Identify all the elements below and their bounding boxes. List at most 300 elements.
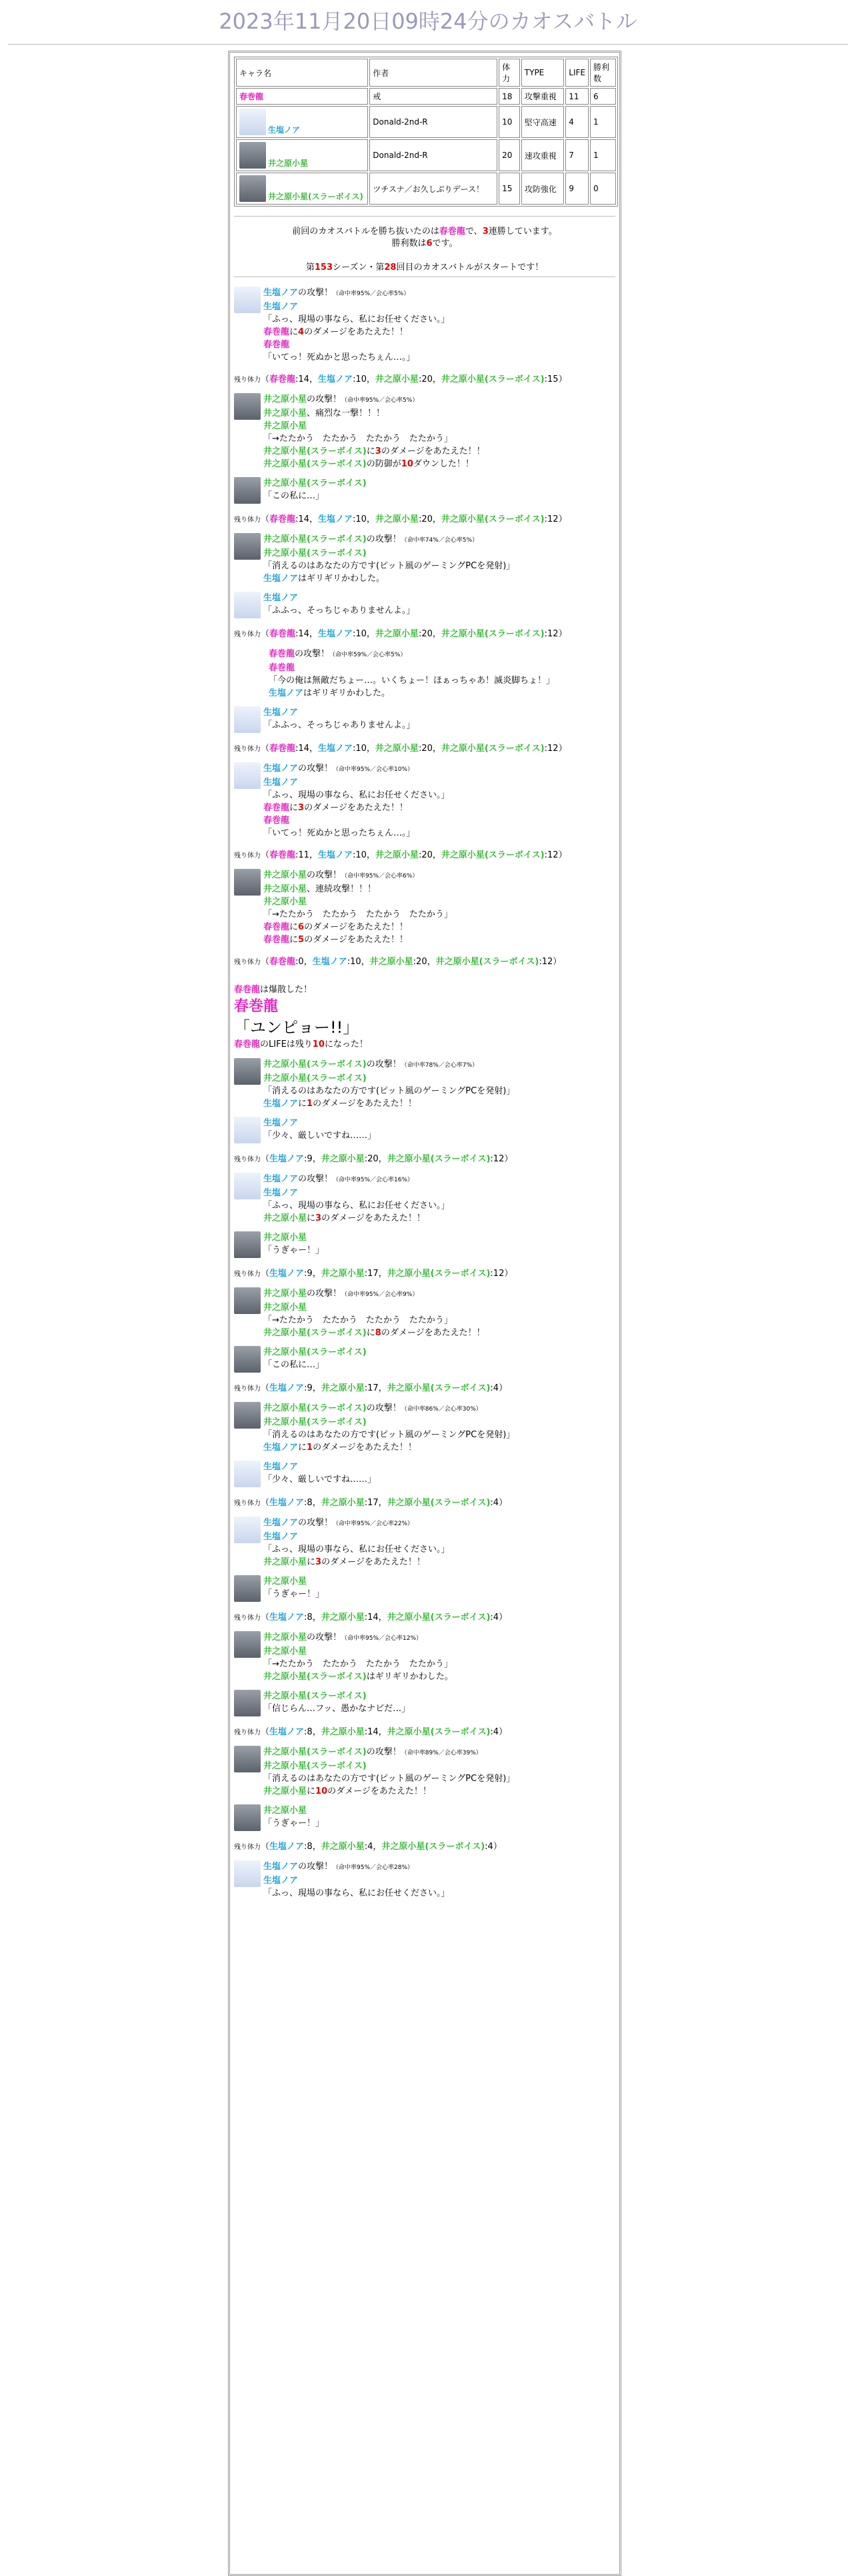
attacker-name: 井之原小星 [263, 394, 307, 404]
character-avatar-image [234, 477, 261, 504]
paren: （ [261, 957, 270, 967]
damage-text: に [366, 1328, 375, 1338]
damage-value: 10 [315, 1786, 328, 1796]
comma: ， [312, 1498, 321, 1508]
speaker-name: 生塩ノア [263, 1188, 299, 1198]
speaker-name: 生塩ノア [263, 778, 299, 788]
roster-row [236, 88, 616, 105]
paren: ） [499, 1383, 508, 1393]
speaker-name-line [263, 1575, 615, 1588]
damage-line [263, 1441, 615, 1454]
paren: ） [558, 744, 567, 754]
odds-text: （命中率89%／会心率39%） [401, 1750, 482, 1756]
remaining-hp-label: 残り体力 [234, 746, 261, 753]
hp-character-name: 井之原小星(スラーボイス) [387, 1154, 491, 1164]
hp-character-name: 井之原小星 [321, 1269, 365, 1279]
quote-text: 「信じらん…フッ、愚かなナビだ…」 [263, 1704, 411, 1714]
remaining-hp-line [234, 1840, 615, 1854]
quote-line [263, 1473, 615, 1486]
comma: ， [312, 1154, 321, 1164]
character-avatar-image [234, 706, 261, 733]
intro-text [234, 226, 615, 274]
speaker-name-line [263, 1117, 615, 1129]
hp-character-name: 井之原小星 [321, 1842, 365, 1852]
action-body [263, 1860, 615, 1900]
damage-value: 3 [315, 1557, 322, 1567]
speaker-name: 生塩ノア [263, 1876, 299, 1886]
roster-hp-cell: 18 [499, 88, 520, 105]
attacker-name: 井之原小星(スラーボイス) [263, 1403, 367, 1413]
hp-value: :20 [418, 850, 433, 860]
battle-frame [228, 51, 621, 2576]
roster-author-cell: Donald-2nd-R [369, 139, 497, 171]
intro-text-part: 回目のカオスバトルがスタートです！ [396, 263, 544, 273]
damage-text: のダメージをあたえた！！ [381, 1328, 485, 1338]
intro-text-part: 勝利数は [391, 239, 427, 249]
action-body [263, 1231, 615, 1258]
target-name: 春巻龍 [263, 803, 290, 813]
paren: ） [499, 1727, 508, 1737]
quote-text: 「→たたかう たたかう たたかう たたかう」 [263, 1659, 453, 1669]
battle-log [234, 287, 615, 1900]
battle-action [234, 1517, 615, 1569]
target-name: 井之原小星(スラーボイス) [263, 459, 367, 469]
hp-value: :4 [490, 1498, 499, 1508]
intro-text-part: 連勝しています。 [488, 227, 557, 237]
battle-action [234, 1575, 615, 1602]
quote-text: 「→たたかう たたかう たたかう たたかう」 [263, 434, 453, 444]
paren: ） [499, 1498, 508, 1508]
hp-character-name: 春巻龍 [269, 744, 296, 754]
hp-value: :9 [304, 1269, 313, 1279]
speaker-name: 生塩ノア [263, 708, 299, 718]
special-text: 、連続攻撃！！！ [307, 884, 377, 894]
hp-value: :4 [485, 1842, 493, 1852]
hp-value: :4 [490, 1612, 499, 1622]
roster-life-cell: 11 [565, 88, 589, 105]
hp-character-name: 生塩ノア [317, 514, 353, 524]
debuff-text: の防御が [366, 459, 401, 469]
odds-text: （命中率95%／会心率6%） [341, 873, 419, 880]
speaker-name-line [263, 1072, 615, 1085]
hp-character-name: 生塩ノア [312, 957, 347, 967]
hp-character-name: 井之原小星 [321, 1383, 365, 1393]
knockout-text: は爆散した！ [260, 985, 313, 995]
attack-line [263, 1058, 615, 1072]
roster-life-cell: 4 [565, 106, 589, 138]
character-avatar-image [234, 287, 261, 313]
comma: ， [432, 374, 441, 384]
action-body [263, 393, 615, 470]
hp-value: :14 [364, 1727, 379, 1737]
damage-value: 3 [298, 803, 305, 813]
comma: ， [378, 1727, 387, 1737]
hp-character-name: 生塩ノア [269, 1727, 305, 1737]
comma: ， [309, 744, 318, 754]
roster-type-cell: 速攻重視 [521, 139, 564, 171]
character-name[interactable]: 井之原小星(スラーボイス) [268, 192, 363, 201]
quote-line [263, 1085, 615, 1097]
speaker-name-line [263, 1346, 615, 1359]
attacker-name: 井之原小星 [263, 1632, 307, 1642]
damage-line [263, 1785, 615, 1798]
quote-text: 「→たたかう たたかう たたかう たたかう」 [263, 910, 453, 920]
odds-text: （命中率95%／会心率10%） [333, 766, 414, 773]
target-name: 生塩ノア [269, 688, 304, 698]
character-avatar-image [239, 142, 266, 169]
hp-value: :8 [304, 1727, 313, 1737]
action-body [263, 1287, 615, 1339]
knockout-line [234, 983, 615, 997]
comma: ， [366, 850, 375, 860]
intro-line-season [234, 262, 615, 274]
target-name: 春巻龍 [263, 922, 290, 932]
quote-text: 「少々、厳しいですね……」 [263, 1131, 377, 1141]
quote-text: 「消えるのはあなたの方です(ピット風のゲーミングPCを発射)」 [263, 1430, 515, 1440]
roster-wins-cell: 1 [590, 106, 616, 138]
attacker-name: 生塩ノア [263, 1518, 299, 1528]
attack-text: の攻撃！ [307, 394, 342, 404]
attack-text: の攻撃！ [366, 1059, 401, 1069]
damage-line [263, 921, 615, 934]
roster-wins-cell: 6 [590, 88, 616, 105]
damage-value: 3 [375, 446, 381, 456]
attack-line [263, 287, 615, 301]
intro-text-part: 前回のカオスバトルを勝ち抜いたのは [292, 227, 439, 237]
hp-character-name: 井之原小星 [369, 957, 413, 967]
paren: （ [261, 1154, 270, 1164]
attacker-name: 春巻龍 [269, 649, 295, 659]
battle-action [234, 1860, 615, 1900]
paren: （ [261, 1612, 270, 1622]
hp-character-name: 生塩ノア [269, 1612, 305, 1622]
hp-character-name: 井之原小星(スラーボイス) [441, 850, 545, 860]
quote-text: 「うぎゃー！」 [263, 1589, 325, 1599]
damage-value: 3 [315, 1213, 322, 1223]
attack-line [263, 1402, 615, 1416]
character-avatar-image [234, 1402, 261, 1429]
damage-text: に [307, 1557, 316, 1567]
comma: ， [366, 629, 375, 639]
battle-action [234, 1746, 615, 1798]
damage-text: のダメージをあたえた！！ [313, 1443, 417, 1453]
character-avatar-image [234, 1117, 261, 1143]
attacker-name: 生塩ノア [263, 764, 299, 774]
attack-line [263, 1746, 615, 1760]
damage-text: のダメージをあたえた！！ [304, 935, 408, 945]
quote-text: 「→たたかう たたかう たたかう たたかう」 [263, 1315, 453, 1325]
attacker-name: 井之原小星 [263, 1289, 307, 1299]
hp-value: :12 [539, 957, 553, 967]
action-body [263, 287, 615, 364]
hp-value: :10 [352, 514, 367, 524]
character-avatar-image [239, 109, 266, 135]
speaker-name: 井之原小星(スラーボイス) [263, 1417, 367, 1427]
character-avatar-image [234, 393, 261, 420]
paren: （ [261, 1498, 270, 1508]
speaker-name: 井之原小星(スラーボイス) [263, 1347, 367, 1357]
damage-text: のダメージをあたえた！！ [321, 1213, 425, 1223]
character-name[interactable]: 井之原小星 [268, 159, 309, 168]
roster-hp-cell: 20 [499, 139, 520, 171]
roster-name-cell [236, 88, 368, 105]
comma: ， [312, 1612, 321, 1622]
hp-value: :20 [418, 744, 433, 754]
hp-character-name: 生塩ノア [317, 850, 353, 860]
quote-line [269, 674, 615, 687]
roster-type-cell: 攻撃重視 [521, 88, 564, 105]
life-value: 10 [312, 1039, 325, 1049]
paren: （ [261, 1842, 270, 1852]
odds-text: （命中率95%／会心率12%） [341, 1635, 423, 1642]
quote-line [263, 351, 615, 364]
attacker-name: 生塩ノア [263, 1862, 299, 1872]
quote-text: 「うぎゃー！」 [263, 1245, 325, 1255]
hp-character-name: 生塩ノア [269, 1269, 305, 1279]
hp-character-name: 井之原小星 [321, 1612, 365, 1622]
quote-line [263, 1199, 615, 1212]
action-body [263, 1461, 615, 1487]
battle-action [234, 1804, 615, 1831]
damage-text: のダメージをあたえた！！ [304, 327, 408, 337]
battle-action [234, 1287, 615, 1339]
speaker-name-line [263, 1760, 615, 1772]
comma: ， [309, 850, 318, 860]
speaker-name: 井之原小星 [263, 421, 307, 431]
quote-text: 「いてっ！死ぬかと思ったちぇん…。」 [263, 828, 415, 838]
action-body [263, 1746, 615, 1798]
hp-character-name: 井之原小星(スラーボイス) [441, 374, 545, 384]
quote-line [263, 827, 615, 840]
damage-value: 1 [307, 1443, 313, 1453]
paren: （ [261, 1383, 270, 1393]
comma: ， [303, 957, 313, 967]
speaker-name-line [263, 1645, 615, 1658]
attacker-name: 井之原小星(スラーボイス) [263, 534, 367, 544]
hp-character-name: 生塩ノア [269, 1498, 305, 1508]
paren: ） [499, 1612, 508, 1622]
remaining-hp-label: 残り体力 [234, 1844, 261, 1851]
intro-text-part: です。 [432, 239, 458, 249]
quote-line [263, 1702, 615, 1715]
comma: ， [378, 1154, 387, 1164]
quote-text: 「今の俺は無敵だちょー…。いくちょー！ほぁっちゃあ！滅炎脚ちょ！」 [269, 676, 555, 686]
dodge-text: はギリギリかわした。 [303, 688, 391, 698]
speaker-name-line [269, 662, 615, 674]
damage-value: 5 [298, 935, 305, 945]
speaker-name-line [263, 896, 615, 908]
remaining-hp-line [234, 373, 615, 386]
remaining-hp-line [234, 1726, 615, 1739]
hp-character-name: 井之原小星 [375, 744, 419, 754]
hp-value: :12 [544, 514, 559, 524]
odds-text: （命中率95%／会心率22%） [333, 1521, 414, 1527]
speaker-name-line [263, 1874, 615, 1887]
damage-text: に [307, 1786, 316, 1796]
damage-value: 4 [298, 327, 305, 337]
battle-action [234, 287, 615, 364]
attacker-name: 井之原小星(スラーボイス) [263, 1747, 367, 1757]
character-avatar-image [234, 869, 261, 896]
hp-value: :14 [295, 744, 309, 754]
roster-row [236, 106, 616, 138]
remaining-hp-line [234, 742, 615, 756]
odds-text: （命中率59%／会心率5%） [329, 652, 407, 658]
quote-line [263, 313, 615, 326]
quote-text: 「ふっ、現場の事なら、私にお任せください。」 [263, 790, 450, 800]
quote-line [263, 1588, 615, 1601]
intro-line-champion [234, 226, 615, 238]
quote-text: 「ふっ、現場の事なら、私にお任せください。」 [263, 1888, 450, 1898]
hp-character-name: 井之原小星 [321, 1154, 365, 1164]
remaining-hp-line [234, 513, 615, 526]
comma: ， [309, 629, 318, 639]
speaker-name-line [263, 338, 615, 351]
comma: ， [378, 1269, 387, 1279]
hp-character-name: 井之原小星(スラーボイス) [387, 1383, 491, 1393]
battle-action [234, 1461, 615, 1487]
roster-hp-cell: 10 [499, 106, 520, 138]
hp-value: :4 [490, 1727, 499, 1737]
quote-text: 「ふっ、現場の事なら、私にお任せください。」 [263, 315, 450, 324]
attack-line [263, 1631, 615, 1645]
hp-character-name: 春巻龍 [269, 374, 296, 384]
hp-character-name: 井之原小星(スラーボイス) [441, 744, 545, 754]
odds-text: （命中率95%／会心率9%） [341, 1291, 419, 1298]
comma: ， [366, 374, 375, 384]
header-cell: 体力 [499, 59, 520, 87]
damage-text: に [289, 922, 299, 932]
target-name: 生塩ノア [263, 1443, 299, 1453]
action-body [263, 1575, 615, 1602]
quote-line [263, 432, 615, 445]
paren: （ [261, 374, 270, 384]
dodge-text: はギリギリかわした。 [366, 1672, 453, 1682]
remaining-hp-label: 残り体力 [234, 631, 261, 638]
hp-value: :17 [364, 1269, 379, 1279]
attack-text: の攻撃！ [366, 534, 401, 544]
speaker-name: 井之原小星(スラーボイス) [263, 1761, 367, 1771]
hp-value: :20 [413, 957, 427, 967]
character-avatar-image [234, 1804, 261, 1831]
header-cell: TYPE [521, 59, 564, 87]
hp-value: :10 [352, 850, 367, 860]
roster-name-cell [236, 139, 368, 171]
knockout-cry: 「ユンピョー!!」 [234, 1018, 359, 1037]
character-avatar-image [234, 1860, 261, 1887]
battle-action [234, 762, 615, 840]
speaker-name: 春巻龍 [263, 816, 290, 826]
roster-type-cell: 堅守高速 [521, 106, 564, 138]
dodge-text: はギリギリかわした。 [298, 574, 385, 584]
remaining-hp-label: 残り体力 [234, 1271, 261, 1278]
target-name: 生塩ノア [263, 574, 299, 584]
speaker-name: 井之原小星(スラーボイス) [263, 478, 367, 488]
target-name: 井之原小星(スラーボイス) [263, 1328, 367, 1338]
comma: ， [312, 1727, 321, 1737]
hp-character-name: 井之原小星 [375, 374, 419, 384]
damage-text: に [289, 327, 299, 337]
action-body [263, 706, 615, 733]
hp-value: :12 [544, 850, 559, 860]
quote-line [263, 604, 615, 617]
comma: ， [378, 1383, 387, 1393]
speaker-name: 井之原小星 [263, 1577, 307, 1587]
battle-action [234, 648, 615, 700]
target-name: 春巻龍 [263, 935, 290, 945]
paren: ） [558, 514, 567, 524]
attack-line [263, 393, 615, 407]
action-body [263, 1173, 615, 1225]
attack-line [263, 1860, 615, 1874]
damage-line [263, 1097, 615, 1110]
remaining-hp-line [234, 956, 615, 969]
character-avatar-image [234, 1746, 261, 1772]
quote-line [263, 1772, 615, 1785]
roster-wins-cell: 0 [590, 173, 616, 205]
odds-text: （命中率86%／会心率30%） [401, 1406, 482, 1413]
paren: （ [261, 514, 270, 524]
hp-character-name: 井之原小星 [321, 1498, 365, 1508]
character-name[interactable]: 春巻龍 [239, 92, 264, 101]
header-cell: 作者 [369, 59, 497, 87]
battle-action [234, 1173, 615, 1225]
hp-value: :12 [544, 629, 559, 639]
quote-text: 「ふふっ、そっちじゃありませんよ。」 [263, 606, 415, 616]
target-name: 井之原小星 [263, 1786, 307, 1796]
quote-line [263, 1887, 615, 1900]
speaker-name: 生塩ノア [263, 593, 299, 603]
hp-value: :15 [544, 374, 559, 384]
debuff-value: 10 [401, 459, 413, 469]
comma: ， [427, 957, 436, 967]
damage-text: に [366, 446, 375, 456]
roster-life-cell: 7 [565, 139, 589, 171]
round-number: 28 [384, 263, 397, 273]
paren: ） [504, 1154, 513, 1164]
speaker-name: 春巻龍 [269, 663, 295, 673]
quote-line [263, 719, 615, 732]
comma: ， [312, 1269, 321, 1279]
action-body [263, 762, 615, 840]
paren: （ [261, 850, 270, 860]
damage-text: のダメージをあたえた！！ [304, 803, 408, 813]
damage-line [263, 1212, 615, 1225]
character-name[interactable]: 生塩ノア [268, 125, 301, 135]
hp-value: :14 [295, 514, 309, 524]
comma: ， [378, 1612, 387, 1622]
special-text: 、痛烈な一撃！！！ [307, 408, 385, 418]
hp-value: :11 [295, 850, 309, 860]
remaining-hp-label: 残り体力 [234, 1385, 261, 1393]
roster-author-cell: ツチスナ／お久しぶりデース！ [369, 173, 497, 205]
damage-line [263, 934, 615, 946]
roster-hp-cell: 15 [499, 173, 520, 205]
target-name: 生塩ノア [263, 1099, 299, 1109]
damage-value: 8 [375, 1328, 381, 1338]
character-avatar-image [234, 1575, 261, 1602]
battle-action [234, 477, 615, 504]
speaker-name-line [263, 477, 615, 490]
dodge-line [263, 572, 615, 585]
action-body [263, 1402, 615, 1454]
roster-table [234, 57, 618, 207]
debuff-text: ダウンした！！ [413, 459, 474, 469]
speaker-name: 井之原小星(スラーボイス) [263, 1691, 367, 1701]
attack-line [263, 1173, 615, 1187]
hp-value: :4 [364, 1842, 373, 1852]
speaker-name-line [263, 1416, 615, 1429]
